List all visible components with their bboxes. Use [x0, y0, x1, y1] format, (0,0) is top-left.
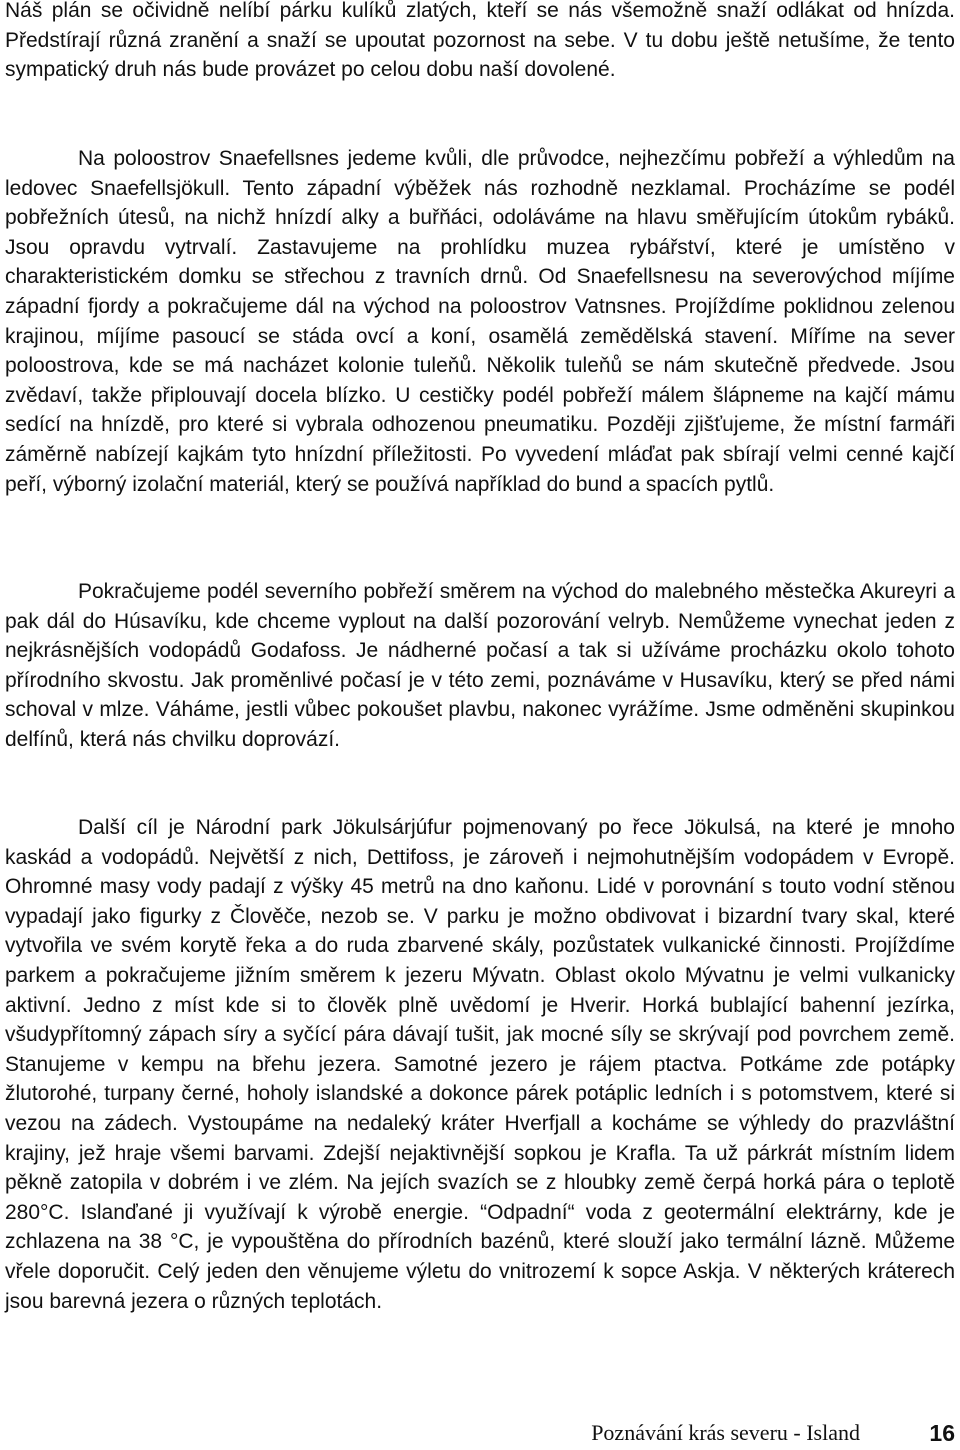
paragraph-1: Náš plán se očividně nelíbí párku kulíků zlatých, kteří se nás všemožně snaží odlákat od hnízda. Předstírají různá zranění a snaží se upoutat pozornost na sebe. V tu dobu ještě netušíme, že tento sympatický druh nás bude provázet po celou dobu naší dovolené.: [5, 0, 955, 82]
paragraph-3: Pokračujeme podél severního pobřeží směrem na východ do malebného městečka Akureyri a pak dál do Húsavíku, kde chceme vyplout na další pozorování velryb. Nemůžeme vynechat jeden z nejkrásnějších vodopádů Godafoss. Je nádherné počasí a tak si užíváme procházku okolo tohoto přírodního skvostu. Jak proměnlivé počasí je v této zemi, poznáváme v Husavíku, který se před námi schoval v mlze. Váháme, jestli vůbec pokoušet plavbu, nakonec vyrážíme. Jsme odměněni skupinkou delfínů, která nás chvilku doprovází.: [5, 580, 955, 751]
paragraph-2: Na poloostrov Snaefellsnes jedeme kvůli, dle průvodce, nejhezčímu pobřeží a výhledům na ledovec Snaefellsjökull. Tento západní výběžek nás rozhodně nezklamal. Procházíme se podél pobřežních útesů, na nichž hnízdí alky a buřňáci, odoláváme na hlavu směřujícím útokům rybáků. Jsou opravdu vytrvalí. Zastavujeme na prohlídku muzea rybářství, které je umístěno v charakteristickém domku se střechou z travních drnů. Od Snaefellsnesu na severovýchod míjíme západní fjordy a pokračujeme dál na východ na poloostrov Vatnsnes. Projíždíme poklidnou zelenou krajinou, míjíme pasoucí se stáda ovcí a koní, osamělá zemědělská stavení. Míříme na sever poloostrova, kde se má nacházet kolonie tuleňů. Několik tuleňů se nám skutečně předvede. Jsou zvědaví, takže připlouvají docela blízko. U cestičky podél pobřeží málem šlápneme na kajčí mámu sedící na hnízdě, pro které si vybrala odhozenou pneumatiku. Později zjišťujeme, že místní farmáři záměrně nabízejí kajkám tyto hnízdní příležitosti. Po vyvedení mláďat pak sbírají velmi cenné kajčí peří, výborný izolační materiál, který se používá například do bund a spacích pytlů.: [5, 147, 955, 496]
page-footer: [5, 1416, 955, 1450]
page-number: 16: [929, 1420, 955, 1446]
footer-title: Poznávání krás severu - Island: [591, 1420, 860, 1445]
paragraph-4: Další cíl je Národní park Jökulsárjúfur pojmenovaný po řece Jökulsá, na které je mnoho kaskád a vodopádů. Největší z nich, Dettifoss, je zároveň i nejmohutnějším vodopádem v Evropě. Ohromné masy vody padají z výšky 45 metrů na dno kaňonu. Lidé v porovnání s touto vodní stěnou vypadají jako figurky z Člověče, nezob se. V parku je možno obdivovat i bizardní tvary skal, které vytvořila ve svém korytě řeka a do ruda zbarvené skály, pozůstatek vulkanické činnosti. Projíždíme parkem a pokračujeme jižním směrem k jezeru Mývatn. Oblast okolo Mývatnu je velmi vulkanicky aktivní. Jedno z míst kde si to člověk plně uvědomí je Hverir. Horká bublající bahenní jezírka, všudypřítomný zápach síry a syčící pára dávají tušit, jak mocné síly se skrývají pod povrchem země. Stanujeme v kempu na břehu jezera. Samotné jezero je rájem ptactva. Potkáme zde potápky žlutorohé, turpany černé, hoholy islandské a dokonce párek potáplic ledních i s potomstvem, které si vezou na zádech. Vystoupáme na nedaleký kráter Hverfjall a kocháme se výhledy do prazvláštní krajiny, jež hraje všemi barvami. Zdejší nejaktivnější sopkou je Krafla. Ta už párkrát místním lidem pěkně zatopila v dobrém i ve zlém. Na jejích svazích se z hloubky země čerpá horká pára o teplotě 280°C. Islanďané ji využívají k výrobě energie. “Odpadní“ voda z geotermální elektrárny, kde je zchlazena na 38 °C, je vypouštěna do přírodních bazénů, které slouží jako termální lázně. Můžeme vřele doporučit. Celý jeden den věnujeme výletu do vnitrozemí k sopce Askja. V některých kráterech jsou barevná jezera o různých teplotách.: [5, 816, 955, 1313]
